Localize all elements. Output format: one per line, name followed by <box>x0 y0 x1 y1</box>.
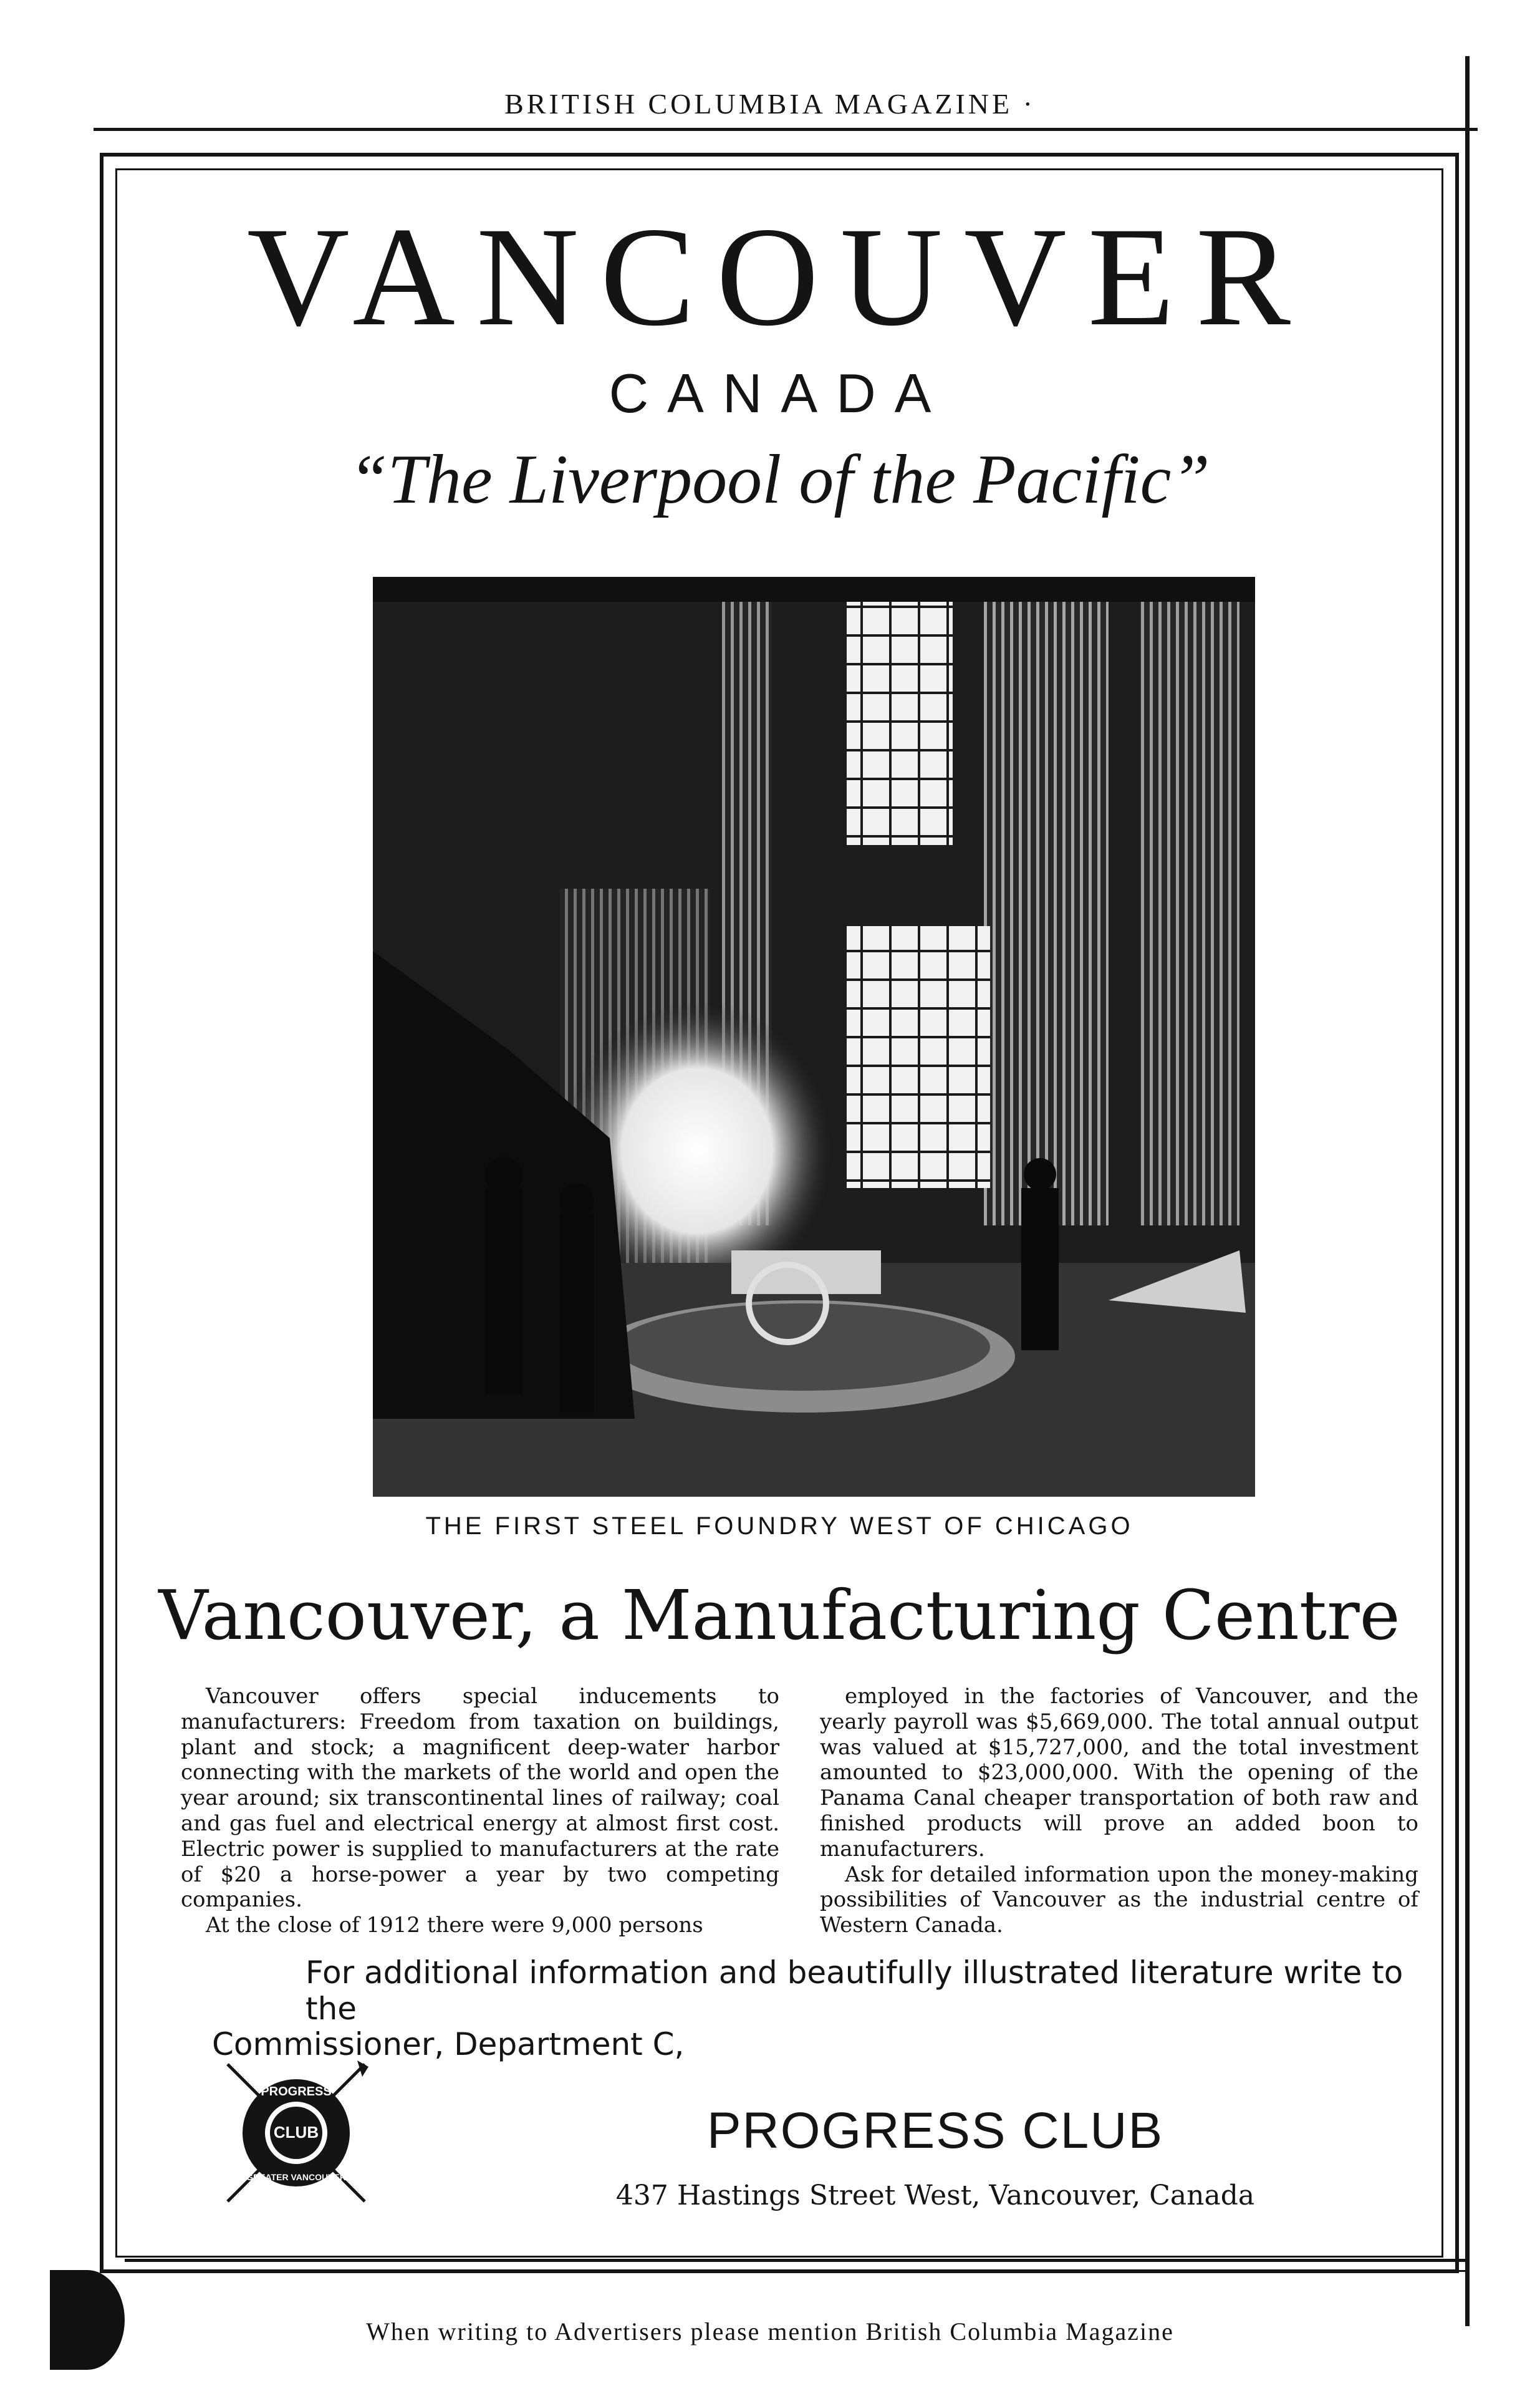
foundry-photo-illustration <box>373 577 1255 1497</box>
club-name: PROGRESS CLUB <box>706 2102 1164 2159</box>
closing-line-2: Commissioner, Department C, <box>212 2026 685 2062</box>
page-spine-line <box>1465 56 1470 2326</box>
running-head: BRITISH COLUMBIA MAGAZINE · <box>504 88 1036 120</box>
emblem-text-center: CLUB <box>273 2123 319 2142</box>
advert-title: VANCOUVER <box>247 198 1312 355</box>
page-footer: When writing to Advertisers please mention British Columbia Magazine <box>366 2317 1174 2345</box>
photo-caption: THE FIRST STEEL FOUNDRY WEST OF CHICAGO <box>425 1512 1133 1540</box>
body-column-right <box>820 1684 1418 1938</box>
header-rule <box>94 128 1478 131</box>
footer-rule <box>125 2259 1465 2262</box>
advert-tagline: “The Liverpool of the Pacific” <box>349 441 1210 518</box>
closing-text <box>212 1955 1446 2063</box>
foundry-photo <box>373 577 1255 1497</box>
body-paragraph: At the close of 1912 there were 9,000 persons <box>206 1913 703 1938</box>
club-address: 437 Hastings Street West, Vancouver, Canada <box>615 2180 1255 2211</box>
closing-line-1: For additional information and beautifully illustrated literature write to the <box>306 1954 1403 2027</box>
body-paragraph: employed in the factories of Vancouver, and the yearly payroll was $5,669,000. The total annual output was valued at $15,727,000, and the total investment amounted to $23,000,000. With the opening of the Panama Canal cheaper transportation of both raw and finished products will prove an added boon to manufacturers. <box>820 1684 1418 1862</box>
footer-rule <box>125 2270 1465 2272</box>
progress-club-emblem-icon <box>221 2058 371 2208</box>
body-paragraph: Vancouver offers special inducements to manufacturers: Freedom from taxation on buildings, plant and stock; a magnificent deep-water harbor connecting with the markets of the world and open the year around; six transcontinental lines of railway; coal and gas fuel and electrical energy at almost first cost. Electric power is supplied to manufacturers at the rate of $20 a horse-power a year by two competing companies. <box>181 1684 779 1913</box>
body-paragraph: Ask for detailed information upon the money-making possibilities of Vancouver as the industrial centre of Western Canada. <box>820 1862 1418 1938</box>
emblem-text-bottom: GREATER VANCOUVER <box>246 2172 346 2182</box>
advert-headline: Vancouver, a Manufacturing Centre <box>158 1575 1400 1655</box>
advert-subtitle: CANADA <box>609 362 950 424</box>
emblem-text-top: PROGRESS <box>261 2085 332 2099</box>
body-column-left <box>181 1684 779 1938</box>
